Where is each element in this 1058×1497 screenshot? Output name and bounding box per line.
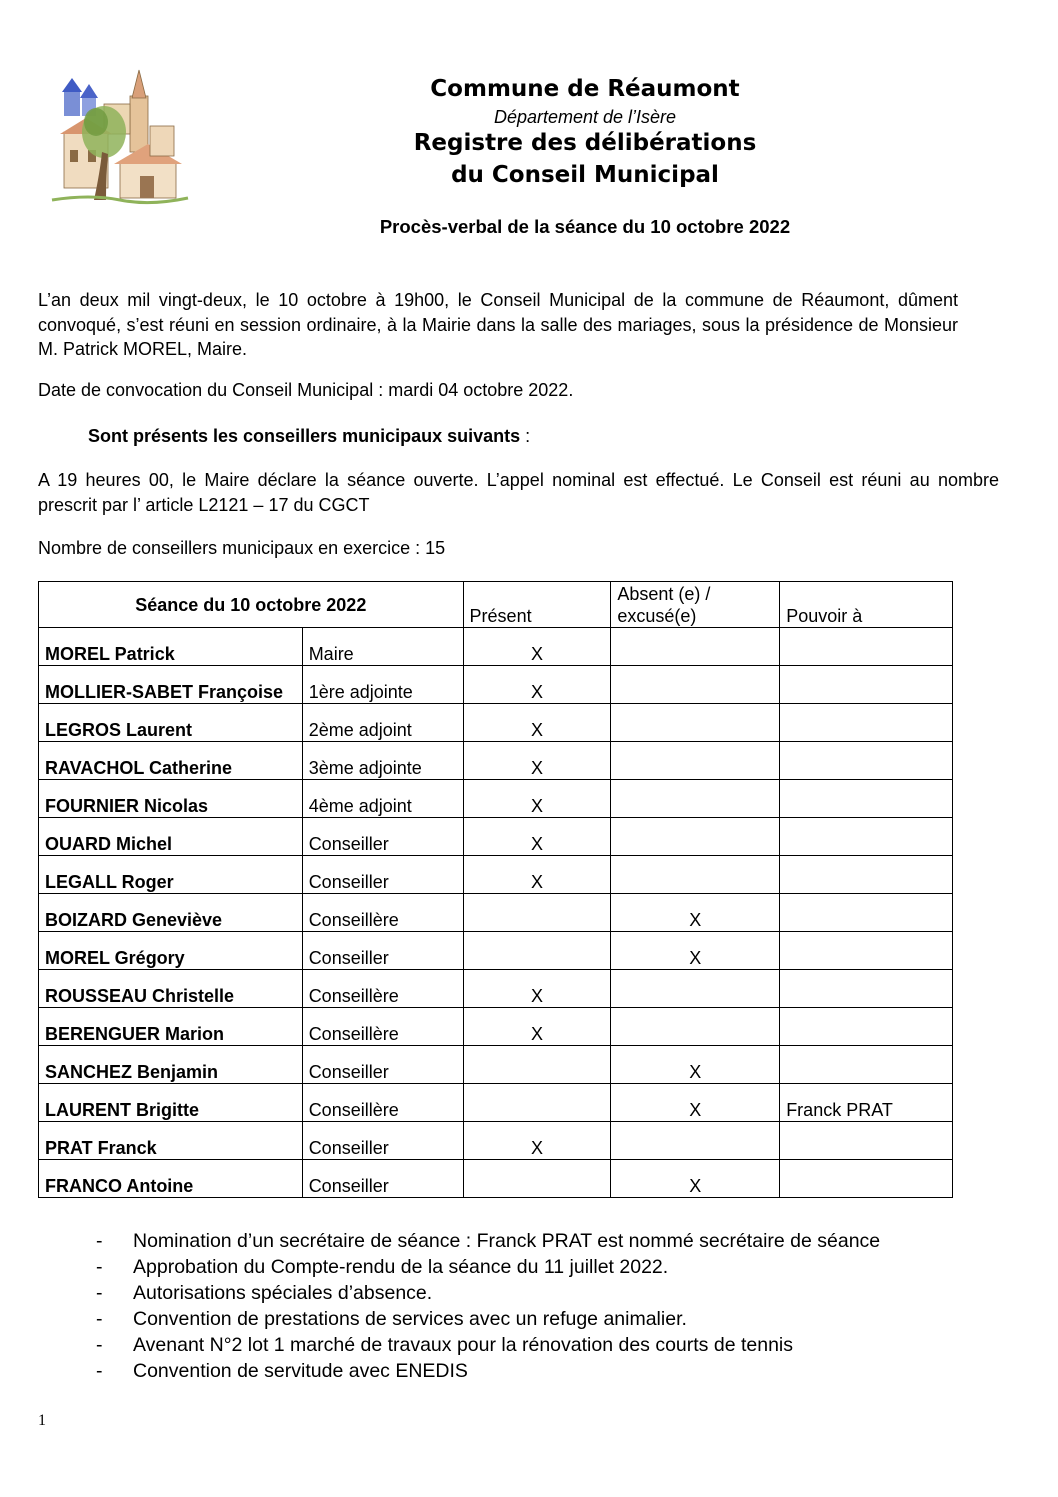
pouvoir-value [780,856,953,894]
present-mark: X [463,780,611,818]
logo-tower-left [64,90,80,116]
member-name: ROUSSEAU Christelle [39,970,303,1008]
appel-paragraph: A 19 heures 00, le Maire déclare la séance ouverte. L’appel nominal est effectué. Le Conseil est réuni au nombre prescrit par l’ article L2121 – 17 du CGCT [38,470,999,515]
table-row [39,1122,953,1160]
table-row [39,704,953,742]
registre-title-line2: du Conseil Municipal [451,162,719,188]
pouvoir-value [780,894,953,932]
pouvoir-value [780,742,953,780]
present-mark [463,932,611,970]
member-name: MOREL Patrick [39,628,303,666]
member-name: MOLLIER-SABET Françoise [39,666,303,704]
member-name: BOIZARD Geneviève [39,894,303,932]
table-row [39,894,953,932]
present-mark: X [463,856,611,894]
member-name: MOREL Grégory [39,932,303,970]
member-role: Conseiller [302,932,463,970]
header-pouvoir: Pouvoir à [780,582,953,628]
member-role: Conseillère [302,894,463,932]
absent-mark [611,704,780,742]
header-present: Présent [463,582,611,628]
table-row [39,1008,953,1046]
pouvoir-value [780,1122,953,1160]
bullet-dash: - [96,1282,103,1304]
pouvoir-value [780,932,953,970]
attendance-table [38,581,953,1198]
member-role: Maire [302,628,463,666]
agenda-item-text: Approbation du Compte-rendu de la séance du 11 juillet 2022. [133,1256,669,1278]
absent-mark [611,628,780,666]
member-name: FRANCO Antoine [39,1160,303,1198]
member-role: Conseiller [302,1160,463,1198]
present-mark: X [463,666,611,704]
table-row [39,856,953,894]
absent-mark [611,1122,780,1160]
bullet-dash: - [96,1230,103,1252]
header-seance: Séance du 10 octobre 2022 [39,582,464,628]
present-mark [463,1084,611,1122]
village-logo [50,66,190,206]
present-mark: X [463,1122,611,1160]
absent-mark [611,780,780,818]
convocation-date: Date de convocation du Conseil Municipal : mardi 04 octobre 2022. [38,380,574,400]
present-mark [463,1046,611,1084]
table-row [39,742,953,780]
present-mark: X [463,628,611,666]
pouvoir-value: Franck PRAT [780,1084,953,1122]
table-row [39,818,953,856]
absent-mark: X [611,932,780,970]
registre-title-line1: Registre des délibérations [413,130,757,156]
present-mark: X [463,1008,611,1046]
agenda-item-text: Convention de servitude avec ENEDIS [133,1360,468,1382]
table-row [39,970,953,1008]
pouvoir-value [780,970,953,1008]
agenda-item-text: Convention de prestations de services avec un refuge animalier. [133,1308,687,1330]
member-role: Conseiller [302,856,463,894]
member-name: OUARD Michel [39,818,303,856]
member-name: LEGROS Laurent [39,704,303,742]
agenda-list [96,1228,880,1384]
attendance-rows [39,628,953,1198]
member-role: 3ème adjointe [302,742,463,780]
pouvoir-value [780,1046,953,1084]
present-mark: X [463,742,611,780]
departement-subtitle: Département de l’Isère [493,107,677,127]
logo-church-tower [130,96,148,152]
member-name: SANCHEZ Benjamin [39,1046,303,1084]
absent-mark [611,742,780,780]
pouvoir-value [780,1160,953,1198]
member-role: Conseillère [302,970,463,1008]
present-mark [463,894,611,932]
presents-suffix: : [520,426,531,446]
list-item [96,1306,880,1332]
absent-mark: X [611,1160,780,1198]
list-item [96,1228,880,1254]
absent-mark [611,1008,780,1046]
present-mark: X [463,818,611,856]
nombre-conseillers: Nombre de conseillers municipaux en exercice : 15 [38,538,446,558]
list-item [96,1358,880,1384]
member-name: RAVACHOL Catherine [39,742,303,780]
absent-mark: X [611,894,780,932]
bullet-dash: - [96,1334,103,1356]
table-row [39,1160,953,1198]
absent-mark [611,856,780,894]
table-row [39,628,953,666]
member-role: Conseiller [302,1122,463,1160]
member-name: BERENGUER Marion [39,1008,303,1046]
list-item [96,1254,880,1280]
agenda-item-text: Avenant N°2 lot 1 marché de travaux pour la rénovation des courts de tennis [133,1334,793,1356]
table-row [39,780,953,818]
member-role: 2ème adjoint [302,704,463,742]
pouvoir-value [780,704,953,742]
present-mark: X [463,970,611,1008]
present-mark [463,1160,611,1198]
agenda-item-text: Nomination d’un secrétaire de séance : Franck PRAT est nommé secrétaire de séance [133,1230,881,1252]
pouvoir-value [780,666,953,704]
bullet-dash: - [96,1256,103,1278]
table-row [39,932,953,970]
presents-label: Sont présents les conseillers municipaux suivants [88,426,521,446]
pouvoir-value [780,628,953,666]
page-number: 1 [38,1412,46,1429]
header-absent: Absent (e) / excusé(e) [611,582,780,628]
pouvoir-value [780,1008,953,1046]
proces-verbal-title: Procès-verbal de la séance du 10 octobre 2022 [379,216,791,237]
opening-paragraph: L’an deux mil vingt-deux, le 10 octobre à 19h00, le Conseil Municipal de la commune de Réaumont, dûment convoqué, s’est réuni en session ordinaire, à la Mairie dans la salle des mariages, sous la présidence de Monsieur M. Patrick MOREL, Maire. [38,290,958,359]
bullet-dash: - [96,1360,103,1382]
member-role: 1ère adjointe [302,666,463,704]
commune-title: Commune de Réaumont [430,76,740,102]
table-row [39,666,953,704]
member-name: LEGALL Roger [39,856,303,894]
absent-mark: X [611,1046,780,1084]
member-role: 4ème adjoint [302,780,463,818]
absent-mark: X [611,1084,780,1122]
absent-mark [611,666,780,704]
member-role: Conseillère [302,1008,463,1046]
table-row [39,1046,953,1084]
table-row [39,1084,953,1122]
member-role: Conseillère [302,1084,463,1122]
member-name: FOURNIER Nicolas [39,780,303,818]
presents-heading [88,424,958,449]
absent-mark [611,970,780,1008]
pouvoir-value [780,780,953,818]
member-name: LAURENT Brigitte [39,1084,303,1122]
agenda-item-text: Autorisations spéciales d’absence. [133,1282,433,1304]
pouvoir-value [780,818,953,856]
member-name: PRAT Franck [39,1122,303,1160]
member-role: Conseiller [302,818,463,856]
list-item [96,1280,880,1306]
member-role: Conseiller [302,1046,463,1084]
list-item [96,1332,880,1358]
absent-mark [611,818,780,856]
present-mark: X [463,704,611,742]
bullet-dash: - [96,1308,103,1330]
